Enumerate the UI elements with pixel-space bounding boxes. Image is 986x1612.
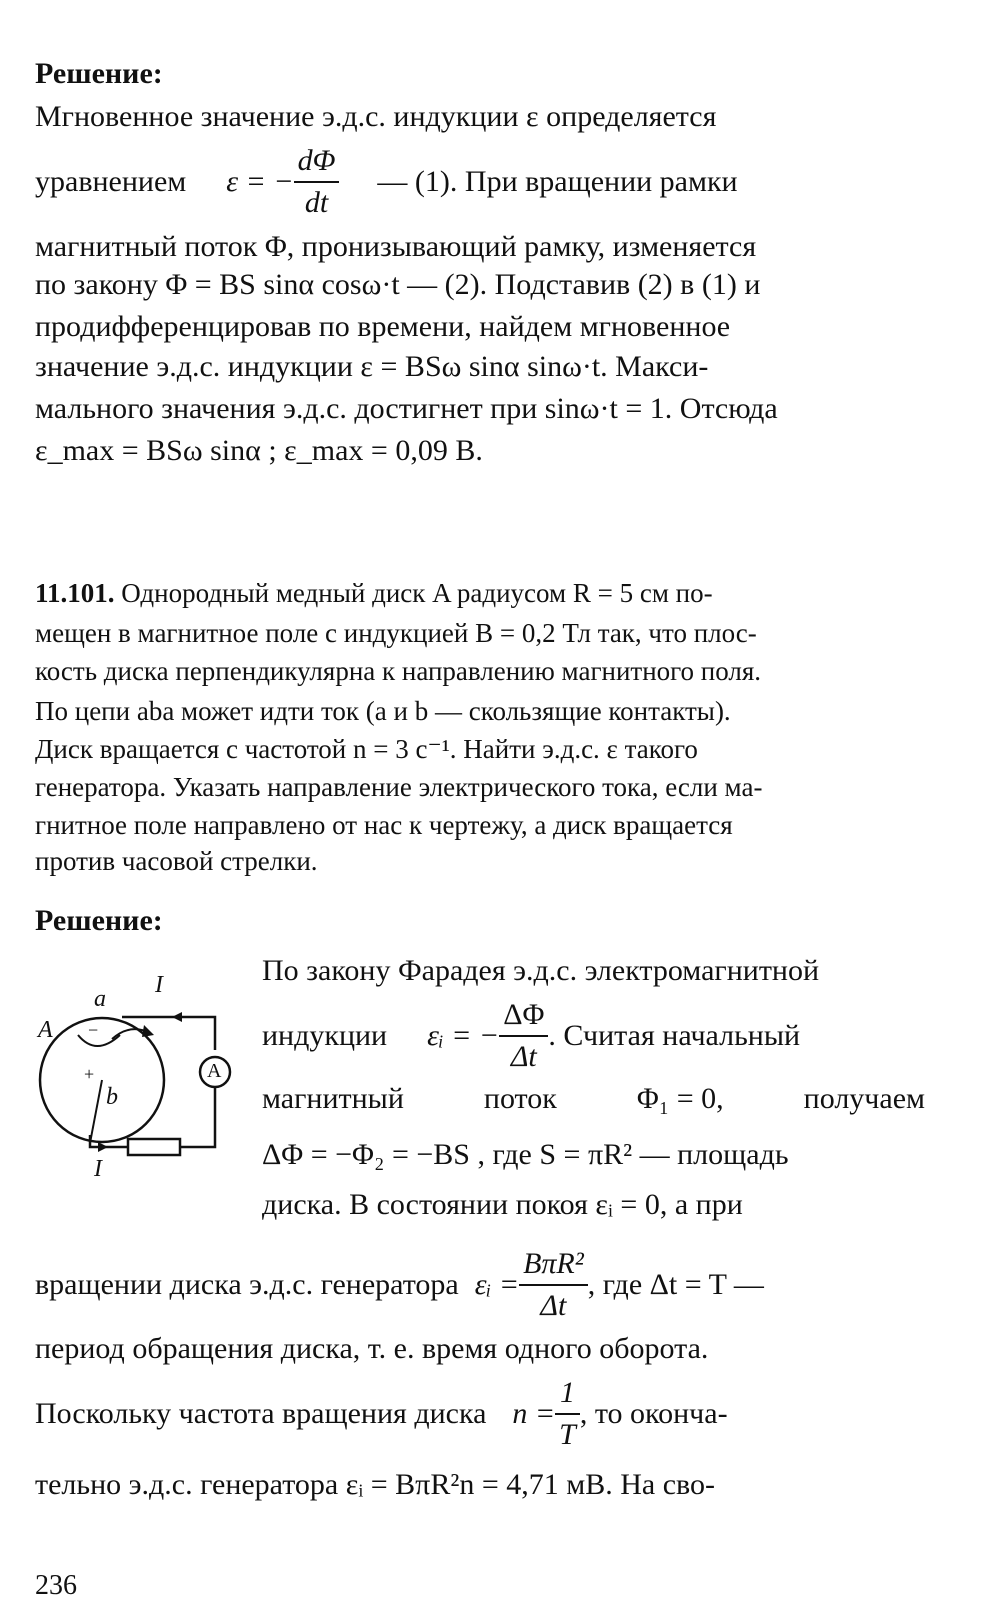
problem-line-6: генератора. Указать направление электрического тока, если ма-: [35, 772, 763, 802]
problem-line-2: мещен в магнитное поле с индукцией B = 0,2 Тл так, что плос-: [35, 618, 757, 648]
solution2-fraction-num: ΔΦ: [499, 995, 548, 1037]
solution2-line-7: период обращения диска, т. е. время одного оборота.: [35, 1332, 709, 1365]
solution2-line-1: По закону Фарадея э.д.с. электромагнитной: [262, 954, 820, 987]
figure-minus-sign: −: [88, 1020, 99, 1040]
solution2-line-3-c: Φ₁ = 0,: [636, 1082, 724, 1115]
solution1-line-4: по закону Φ = BS sinα cosω·t — (2). Подставив (2) в (1) и: [35, 268, 761, 301]
solution2-line-9: тельно э.д.с. генератора εᵢ = BπR²n = 4,71 мВ. На сво-: [35, 1468, 715, 1501]
solution1-line-5: продифференцировав по времени, найдем мгновенное: [35, 310, 731, 343]
figure-plus-sign: +: [84, 1064, 95, 1084]
current-arrow-top: [172, 1012, 182, 1022]
figure-label-I-bottom: I: [94, 1156, 102, 1182]
problem-number: 11.101.: [35, 578, 115, 608]
contact-b-wire: [90, 1080, 102, 1143]
solution2-eq6-left: εᵢ =: [474, 1268, 520, 1301]
solution2-line-2: [262, 996, 925, 1076]
solution2-line-8: [35, 1374, 925, 1454]
solution2-fraction-8-num: 1: [555, 1373, 580, 1415]
solution1-fraction-den: dt: [304, 186, 329, 219]
solution2-line-6-tail: , где Δt = T —: [587, 1268, 764, 1301]
solution-heading-1: Решение:: [35, 57, 163, 90]
resistor: [128, 1139, 180, 1155]
problem-line-3: кость диска перпендикулярна к направлению магнитного поля.: [35, 656, 762, 686]
solution2-line-3-a: магнитный: [262, 1082, 404, 1115]
solution2-fraction-6: [519, 1244, 588, 1326]
current-arrow-bottom: [98, 1142, 108, 1152]
solution2-line-6: [35, 1240, 925, 1330]
solution2-fraction-8-den: T: [559, 1418, 576, 1451]
ammeter-label: A: [207, 1060, 222, 1082]
rotation-arrowhead: [142, 1025, 154, 1037]
solution1-line-2-tail: — (1). При вращении рамки: [377, 165, 738, 198]
solution2-line-3-b: поток: [483, 1082, 557, 1115]
figure-label-I-top: I: [155, 972, 163, 998]
solution2-line-3: [262, 1080, 925, 1118]
problem-line-1-text: Однородный медный диск A радиусом R = 5 см по-: [121, 578, 713, 608]
solution2-line-2-text: индукции: [262, 1019, 388, 1052]
solution1-line-8: ε_max = BSω sinα ; ε_max = 0,09 В.: [35, 434, 483, 467]
solution2-fraction-8: [555, 1373, 580, 1455]
solution1-line-7: мального значения э.д.с. достигнет при sinω·t = 1. Отсюда: [35, 392, 778, 425]
solution2-line-8-tail: , то оконча-: [579, 1397, 728, 1430]
figure-label-A: A: [38, 1017, 53, 1043]
solution2-line-3-d: получаем: [803, 1082, 925, 1115]
page-number: 236: [35, 1570, 77, 1601]
figure-label-a: a: [94, 986, 106, 1012]
problem-line-5: Диск вращается с частотой n = 3 с⁻¹. Найти э.д.с. ε такого: [35, 734, 698, 764]
solution2-fraction-6-den: Δt: [540, 1289, 567, 1322]
solution1-line-1: Мгновенное значение э.д.с. индукции ε определяется: [35, 100, 717, 133]
solution1-fraction-num: dΦ: [294, 141, 340, 183]
solution2-line-4: ΔΦ = −Φ₂ = −BS , где S = πR² — площадь: [262, 1138, 789, 1171]
solution2-line-5: диска. В состоянии покоя εᵢ = 0, а при: [262, 1188, 743, 1221]
solution2-fraction-6-num: BπR²: [519, 1244, 588, 1286]
solution2-eq-left: εᵢ = −: [427, 1019, 500, 1052]
solution2-eq8-left: n =: [512, 1397, 556, 1430]
solution2-line-8-text: Поскольку частота вращения диска: [35, 1397, 487, 1430]
solution1-fraction: [294, 141, 340, 223]
solution1-line-3: магнитный поток Φ, пронизывающий рамку, изменяется: [35, 230, 757, 263]
solution-heading-2: Решение:: [35, 904, 163, 937]
solution2-fraction-den: Δt: [510, 1040, 537, 1073]
top-wire: [122, 1017, 215, 1050]
solution2-line-2-tail: . Считая начальный: [548, 1019, 801, 1052]
problem-line-4: По цепи aba может идти ток (a и b — скользящие контакты).: [35, 696, 731, 726]
solution2-line-6-text: вращении диска э.д.с. генератора: [35, 1268, 459, 1301]
solution1-eq-left: ε = −: [226, 165, 294, 198]
solution1-line-2: [35, 142, 925, 222]
figure-label-b: b: [106, 1084, 118, 1110]
solution1-line-2-text: уравнением: [35, 165, 187, 198]
solution2-fraction: [499, 995, 548, 1077]
problem-line-8: против часовой стрелки.: [35, 846, 318, 876]
problem-line-1: [35, 574, 925, 612]
solution1-line-6: значение э.д.с. индукции ε = BSω sinα sinω·t. Макси-: [35, 350, 709, 383]
right-wire: [180, 1087, 215, 1147]
problem-line-7: гнитное поле направлено от нас к чертежу, а диск вращается: [35, 810, 733, 840]
